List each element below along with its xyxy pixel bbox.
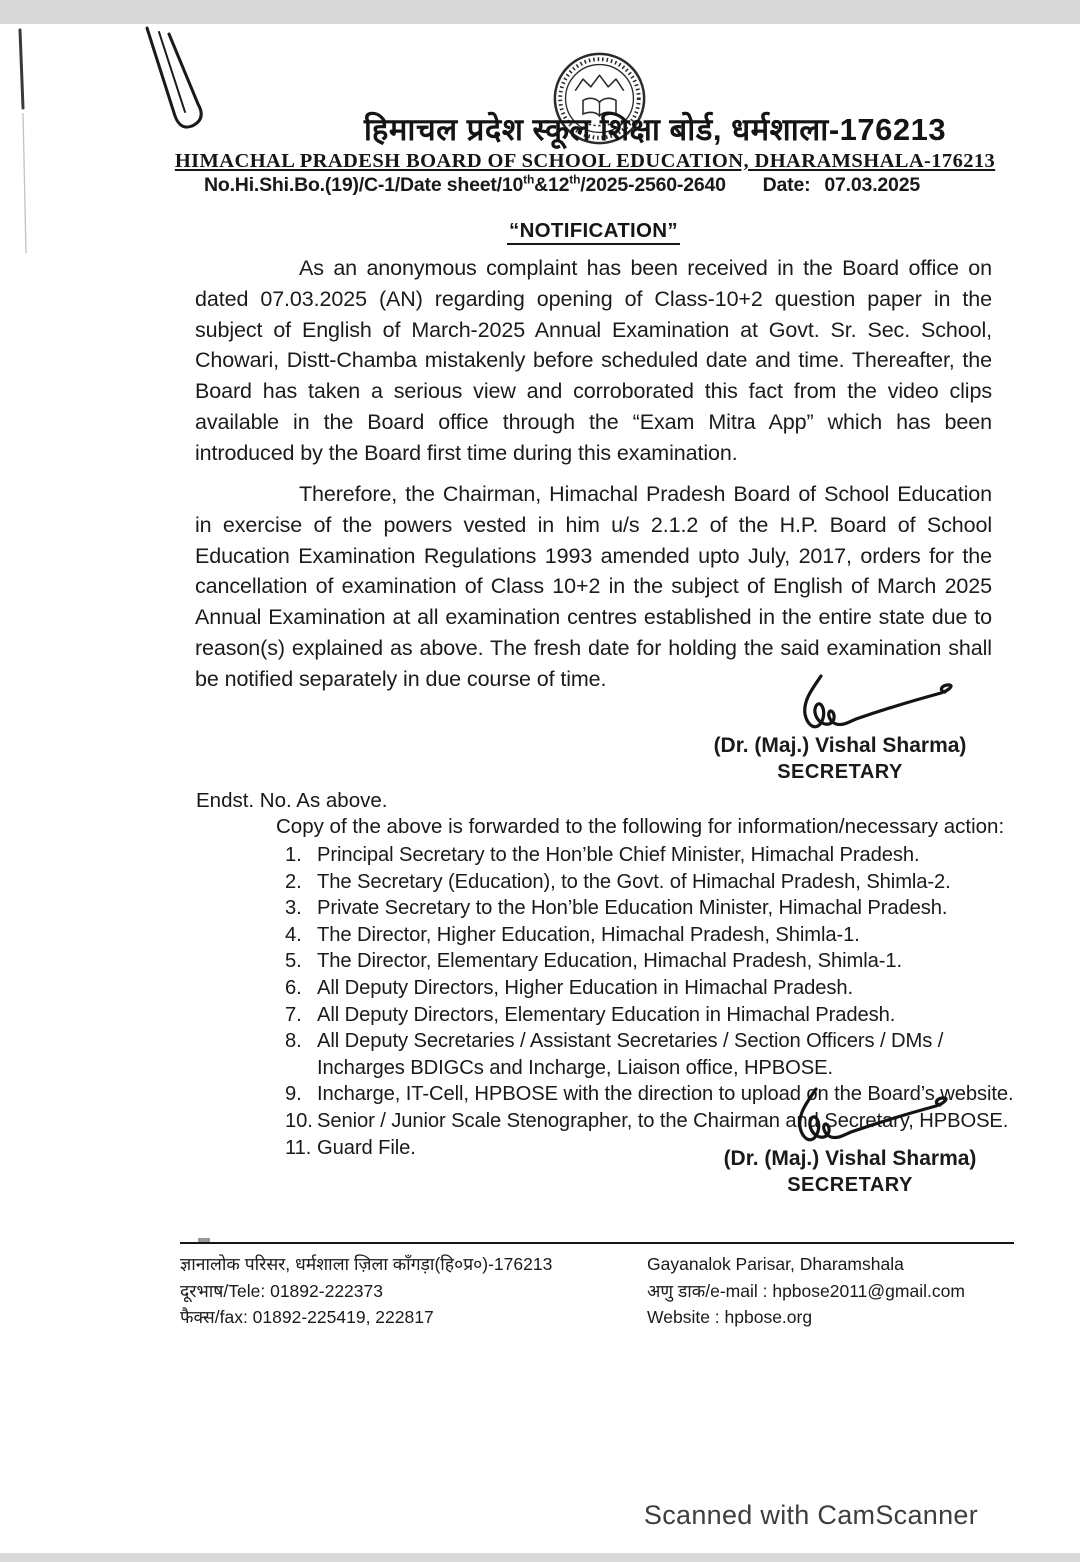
list-item: 2. The Secretary (Education), to the Govt. of Himachal Pradesh, Shimla-2. [285,870,951,893]
scan-edge-strip-top [0,0,1080,24]
footer-address-english [647,1251,1014,1331]
footer-line: ज्ञानालोक परिसर, धर्मशाला ज़िला काँगड़ा(हि०प्र०)-176213 [180,1254,553,1274]
signature-block-1 [690,672,990,784]
letter-date: Date: 07.03.2025 [762,174,920,196]
footer-address-hindi [180,1251,647,1331]
footer-line: Gayanalok Parisar, Dharamshala [647,1254,904,1274]
body-paragraph-1: As an anonymous complaint has been received in the Board office on dated 07.03.2025 (AN) regarding opening of Class-10+2 question paper in the subject of English of March-2025 Annual Examination at Govt. Sr. Sec. School, Chowari, Distt-Chamba mistakenly before scheduled date and time. Thereafter, the Board has taken a serious view and corroborated this fact from the video clips available in the Board office through the “Exam Mitra App” which has been introduced by the Board first time during this examination. [195,256,992,465]
list-item: 9. Incharge, IT-Cell, HPBOSE with the direction to upload on the Board’s website. [285,1083,1014,1106]
footer-line: Website : hpbose.org [647,1307,813,1327]
list-item: 5. The Director, Elementary Education, Himachal Pradesh, Shimla-1. [285,950,903,973]
board-title-hindi: हिमाचल प्रदेश स्कूल शिक्षा बोर्ड, धर्मशाला-176213 [363,112,947,147]
notification-heading: “NOTIFICATION” [195,219,992,243]
signatory-designation: SECRETARY [777,761,903,783]
list-item: 6. All Deputy Directors, Higher Education in Himachal Pradesh. [285,976,854,999]
paperclip-icon [135,26,227,146]
body-paragraph-2: Therefore, the Chairman, Himachal Pradesh Board of School Education in exercise of the powers vested in him u/s 2.1.2 of the H.P. Board of School Education Examination Regulations 1993 amended upto July, 2017, orders for the cancellation of examination of Class 10+2 in the subject of English of March 2025 Annual Examination at all examination centres established in the entire state due to reason(s) explained as above. The fresh date for holding the said examination shall be notified separately in due course of time. [195,482,992,691]
signatory-name: (Dr. (Maj.) Vishal Sharma) [723,1147,977,1170]
reference-line [204,174,992,197]
reference-number: No.Hi.Shi.Bo.(19)/C-1/Date sheet/10th&12th/2025-2560-2640 [204,172,726,196]
signatory-designation: SECRETARY [787,1174,913,1196]
list-item: 1. Principal Secretary to the Hon’ble Chief Minister, Himachal Pradesh. [285,844,920,866]
scan-edge-strip-bottom [0,1553,1080,1562]
board-title-english: HIMACHAL PRADESH BOARD OF SCHOOL EDUCATION, DHARAMSHALA-176213 [174,150,996,172]
list-item: 4. The Director, Higher Education, Himachal Pradesh, Shimla-1. [285,923,860,946]
copy-forwarded-line: Copy of the above is forwarded to the following for information/necessary action: [276,815,1005,838]
signature-block-2 [700,1085,1000,1197]
footer-line: फैक्स/fax: 01892-225419, 222817 [180,1307,434,1327]
list-item: 7. All Deputy Directors, Elementary Education in Himachal Pradesh. [285,1003,896,1026]
footer-line: दूरभाष/Tele: 01892-222373 [180,1280,383,1301]
footer-line: अणु डाक/e-mail : hpbose2011@gmail.com [647,1280,965,1301]
handwritten-signature-icon [780,1085,965,1151]
camscanner-watermark: Scanned with CamScanner [643,1500,978,1530]
letterhead-footer [180,1242,1014,1331]
list-item: 8. All Deputy Secretaries / Assistant Secretaries / Section Officers / DMs / Incharges BDIGCs and Incharge, Liaison office, HPBOSE. [285,1030,944,1079]
list-item: 11. Guard File. [285,1136,416,1159]
endorsement-number-line: Endst. No. As above. [196,789,388,812]
handwritten-signature-icon [785,672,970,738]
list-item: 10. Senior / Junior Scale Stenographer, to the Chairman and Secretary, HPBOSE. [285,1109,1009,1132]
signatory-name: (Dr. (Maj.) Vishal Sharma) [713,734,967,757]
list-item: 3. Private Secretary to the Hon’ble Education Minister, Himachal Pradesh. [285,897,948,920]
scan-artifact-mark [14,28,30,258]
